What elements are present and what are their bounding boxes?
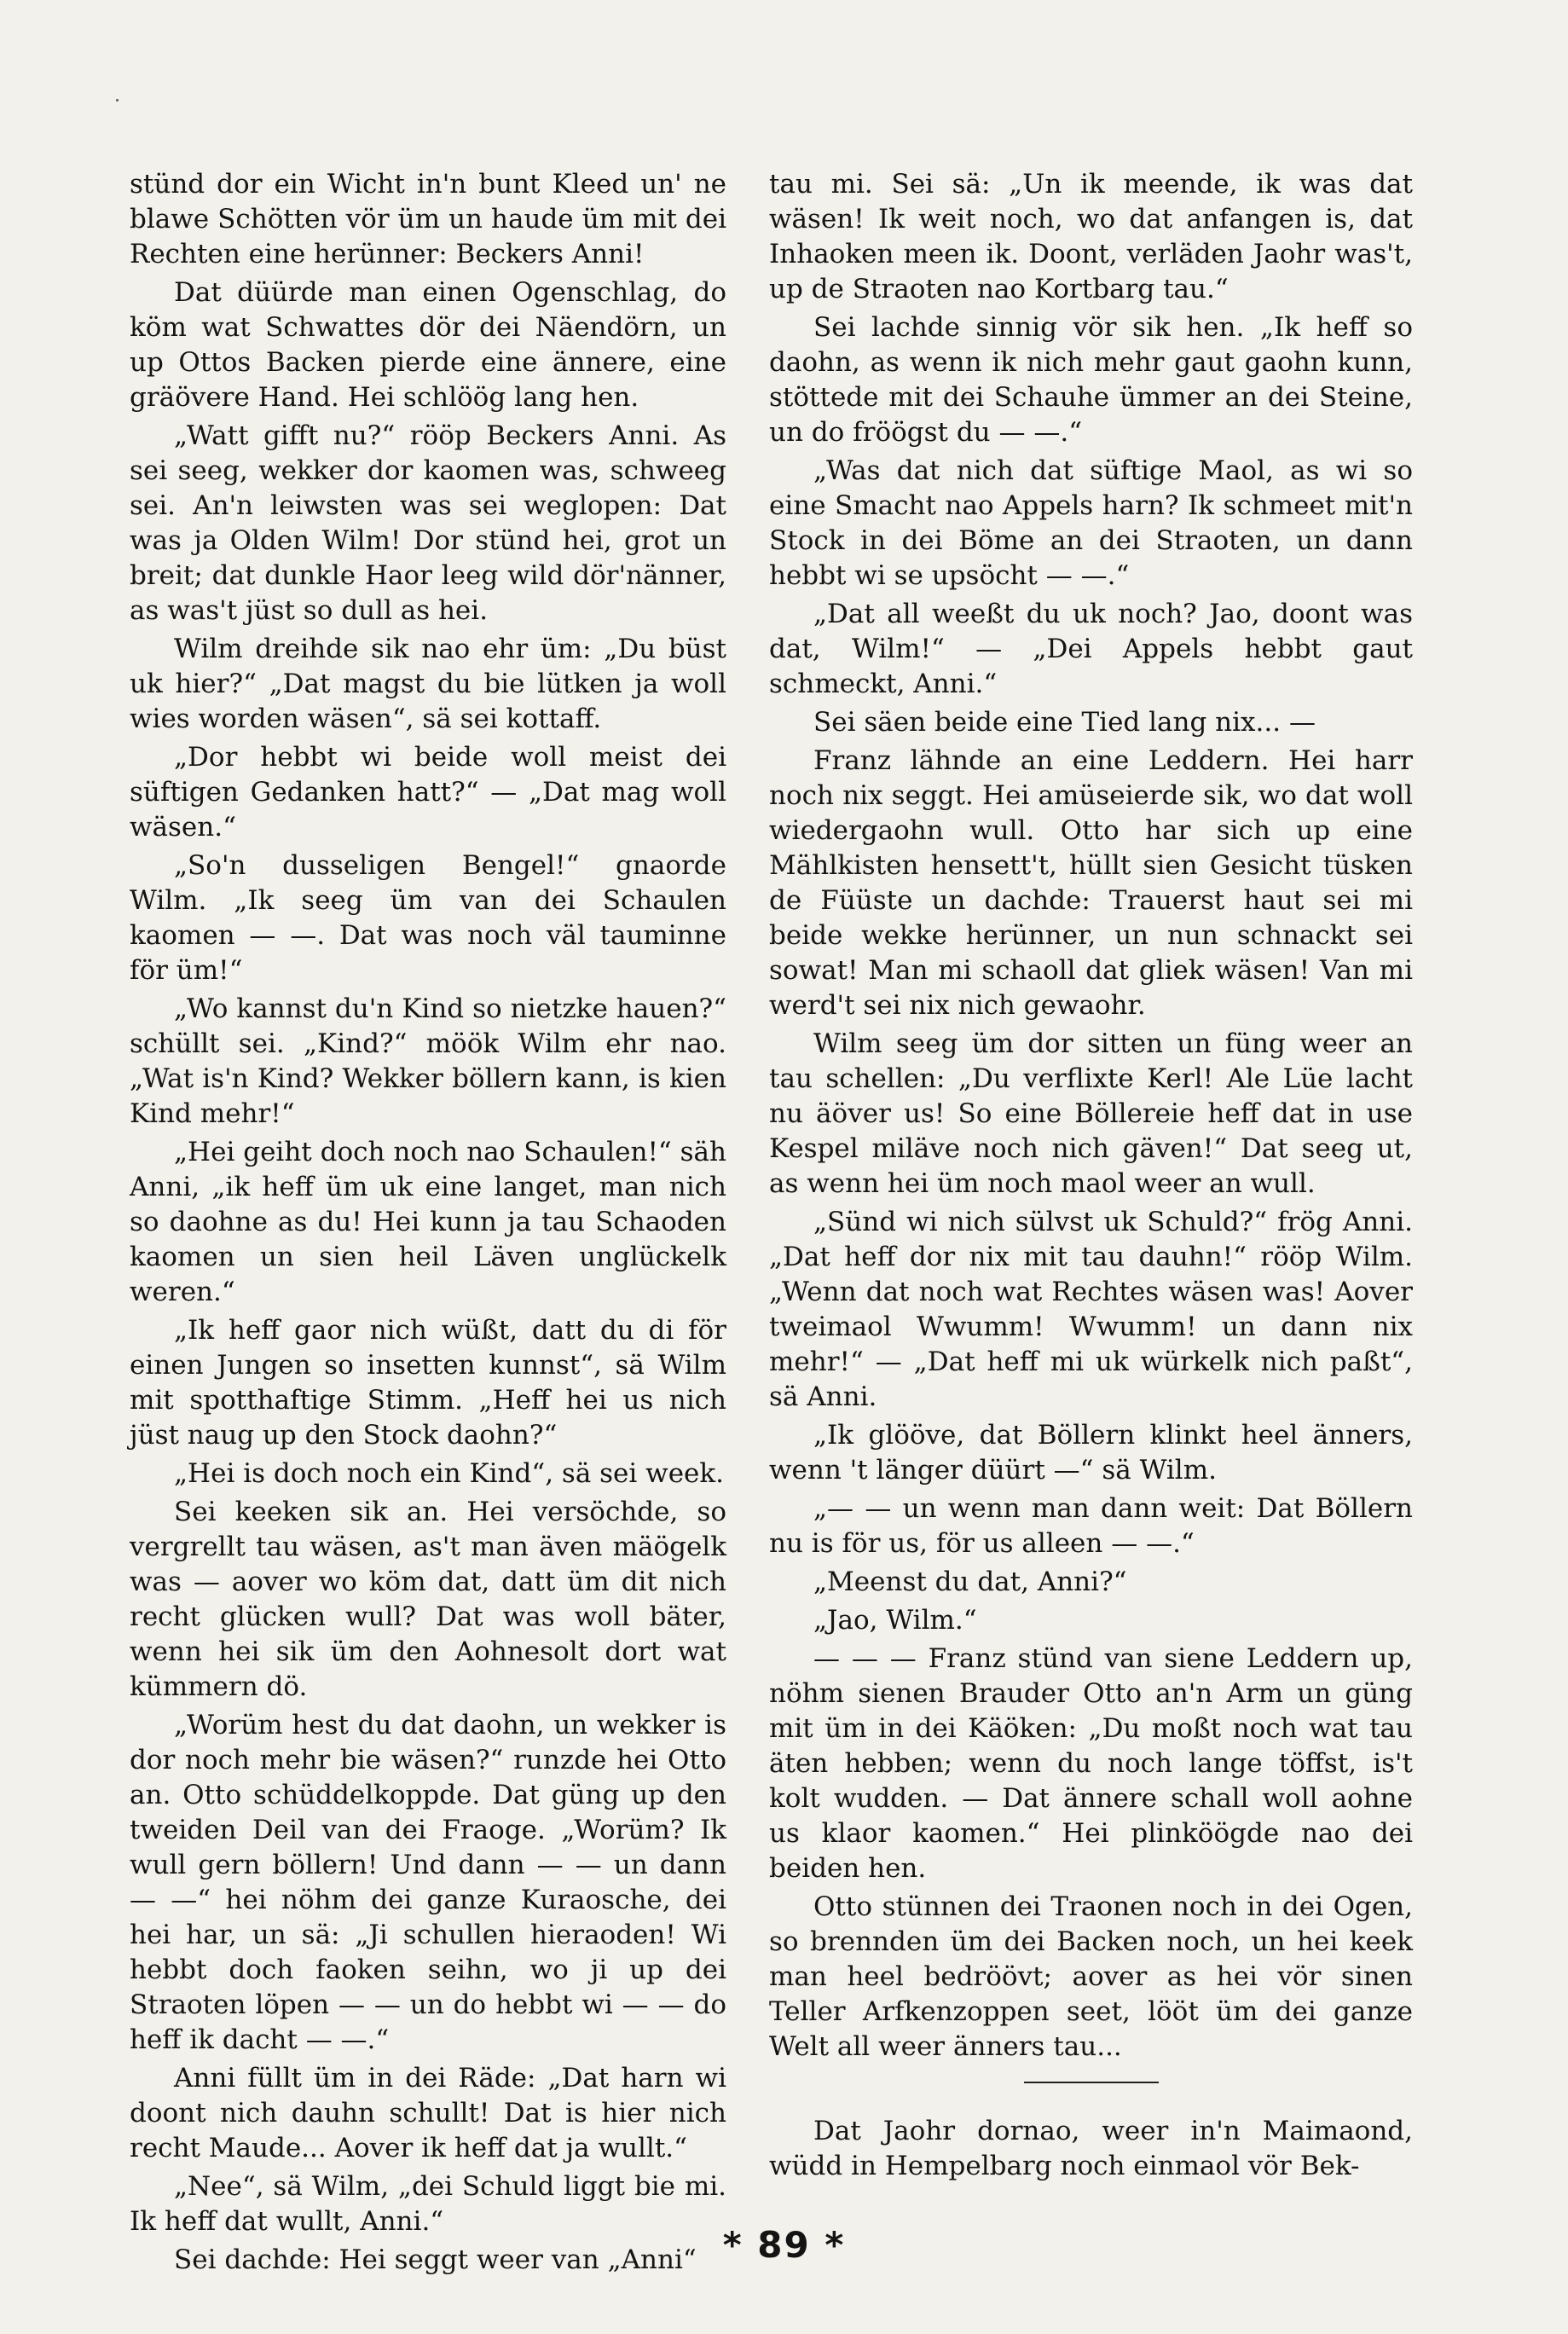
paragraph: „Ik heff gaor nich wüßt, datt du di för einen Jungen so insetten kunnst“, sä Wilm mit spotthaftige Stimm. „Heff hei us nich jüst naug up den Stock daohn?“ [130, 1315, 726, 1451]
paragraph: Sei keeken sik an. Hei versöchde, so vergrellt tau wäsen, as't man även mäögelk was — aover wo köm dat, datt üm dit nich recht glücken wull? Dat was woll bäter, wenn hei sik üm den Aohnesolt dort wat kümmern dö. [130, 1497, 726, 1702]
left-text-column [130, 167, 726, 2281]
section-divider [1024, 2082, 1159, 2083]
paragraph: Franz lähnde an eine Leddern. Hei harr noch nix seggt. Hei amüseierde sik, wo dat woll wiedergaohn wull. Otto har sich up eine Mählkisten hensett't, hüllt sien Gesicht tüsken de Füüste un dachde: Trauerst haut sei mi beide wekke herünner, un nun schnackt sei sowat! Man mi schaoll dat gliek wäsen! Van mi werd't sei nix nich gewaohr. [769, 745, 1413, 1021]
paragraph: „— — un wenn man dann weit: Dat Böllern nu is för us, för us alleen — —.“ [769, 1493, 1413, 1559]
paragraph: „Worüm hest du dat daohn, un wekker is dor noch mehr bie wäsen?“ runzde hei Otto an. Otto schüddelkoppde. Dat güng up den tweiden Deil van dei Fraoge. „Worüm? Ik wull gern böllern! Und dann — — un dann — —“ hei nöhm dei ganze Kuraosche, dei hei har, un sä: „Ji schullen hieraoden! Wi hebbt doch faoken seihn, wo ji up dei Straoten löpen — — un do hebbt wi — — do heff ik dacht — —.“ [130, 1710, 726, 2055]
paragraph: Sei säen beide eine Tied lang nix... — [813, 707, 1316, 738]
paragraph: „Meenst du dat, Anni?“ [813, 1567, 1127, 1597]
paragraph: „Sünd wi nich sülvst uk Schuld?“ frög Anni. „Dat heff dor nix mit tau dauhn!“ rööp Wilm. „Wenn dat noch wat Rechtes wäsen was! Aover tweimaol Wwumm! Wwumm! un dann nix mehr!“ — „Dat heff mi uk würkelk nich paßt“, sä Anni. [769, 1207, 1413, 1412]
paragraph: „Watt gifft nu?“ rööp Beckers Anni. As sei seeg, wekker dor kaomen was, schweeg sei. An'n leiwsten was sei weglopen: Dat was ja Olden Wilm! Dor stünd hei, grot un breit; dat dunkle Haor leeg wild dör'nänner, as was't jüst so dull as hei. [130, 420, 726, 626]
paragraph: „Dor hebbt wi beide woll meist dei süftigen Gedanken hatt?“ — „Dat mag woll wäsen.“ [130, 742, 726, 843]
paragraph: „Hei is doch noch ein Kind“, sä sei week. [174, 1458, 725, 1489]
paragraph: tau mi. Sei sä: „Un ik meende, ik was dat wäsen! Ik weit noch, wo dat anfangen is, dat Inhaoken meen ik. Doont, verläden Jaohr was't, up de Straoten nao Kortbarg tau.“ [769, 169, 1413, 304]
paragraph: Otto stünnen dei Traonen noch in dei Ogen, so brennden üm dei Backen noch, un hei keek man heel bedröövt; aover as hei vör sinen Teller Arfkenzoppen seet, lööt üm dei ganze Welt all weer änners tau... [769, 1891, 1413, 2062]
paragraph: „Nee“, sä Wilm, „dei Schuld liggt bie mi. Ik heff dat wullt, Anni.“ [130, 2171, 726, 2237]
paragraph: Sei lachde sinnig vör sik hen. „Ik heff so daohn, as wenn ik nich mehr gaut gaohn kunn, stöttede mit dei Schauhe ümmer an dei Steine, un do fröögst du — —.“ [769, 312, 1413, 448]
paragraph: „Wo kannst du'n Kind so nietzke hauen?“ schüllt sei. „Kind?“ möök Wilm ehr nao. „Wat is'n Kind? Wekker böllern kann, is kien Kind mehr!“ [130, 993, 726, 1129]
print-speck [116, 99, 119, 101]
paragraph: Wilm seeg üm dor sitten un füng weer an tau schellen: „Du verflixte Kerl! Ale Lüe lacht nu äöver us! So eine Böllereie heff dat in use Kespel miläve noch nich gäven!“ Dat seeg ut, as wenn hei üm noch maol weer an wull. [769, 1028, 1413, 1199]
paragraph: „Dat all weeßt du uk noch? Jao, doont was dat, Wilm!“ — „Dei Appels hebbt gaut schmeckt, Anni.“ [769, 599, 1413, 699]
paragraph: — — — Franz stünd van siene Leddern up, nöhm sienen Brauder Otto an'n Arm un güng mit üm in dei Käöken: „Du moßt noch wat tau äten hebben; wenn du noch lange töffst, is't kolt wudden. — Dat ännere schall woll aohne us klaor kaomen.“ Hei plinköögde nao dei beiden hen. [769, 1643, 1413, 1884]
paragraph: Wilm dreihde sik nao ehr üm: „Du büst uk hier?“ „Dat magst du bie lütken ja woll wies worden wäsen“, sä sei kottaff. [130, 634, 726, 734]
paragraph: „So'n dusseligen Bengel!“ gnaorde Wilm. „Ik seeg üm van dei Schaulen kaomen — —. Dat was noch väl tauminne för üm!“ [130, 850, 726, 986]
page-number: * 89 * [722, 2224, 846, 2266]
right-text-column [769, 167, 1413, 2187]
paragraph: Sei dachde: Hei seggt weer van „Anni“ [174, 2244, 697, 2275]
paragraph: „Ik glööve, dat Böllern klinkt heel änners, wenn 't länger düürt —“ sä Wilm. [769, 1420, 1413, 1486]
paragraph: „Jao, Wilm.“ [813, 1605, 977, 1636]
paragraph: „Was dat nich dat süftige Maol, as wi so eine Smacht nao Appels harn? Ik schmeet mit'n Stock in dei Böme an dei Straoten, un dann hebbt wi se upsöcht — —.“ [769, 455, 1413, 591]
paragraph: stünd dor ein Wicht in'n bunt Kleed un' ne blawe Schötten vör üm un haude üm mit dei Rechten eine herünner: Beckers Anni! [130, 169, 726, 269]
paragraph: Dat Jaohr dornao, weer in'n Maimaond, wüdd in Hempelbarg noch einmaol vör Bek- [769, 2116, 1413, 2181]
paragraph: Dat düürde man einen Ogenschlag, do köm wat Schwattes dör dei Näendörn, un up Ottos Backen pierde eine ännere, eine gräövere Hand. Hei schlöög lang hen. [130, 277, 726, 413]
paragraph: Anni füllt üm in dei Räde: „Dat harn wi doont nich dauhn schullt! Dat is hier nich recht Maude... Aover ik heff dat ja wullt.“ [130, 2063, 726, 2163]
paragraph: „Hei geiht doch noch nao Schaulen!“ säh Anni, „ik heff üm uk eine langet, man nich so daohne as du! Hei kunn ja tau Schaoden kaomen un sien heil Läven unglückelk weren.“ [130, 1137, 726, 1307]
